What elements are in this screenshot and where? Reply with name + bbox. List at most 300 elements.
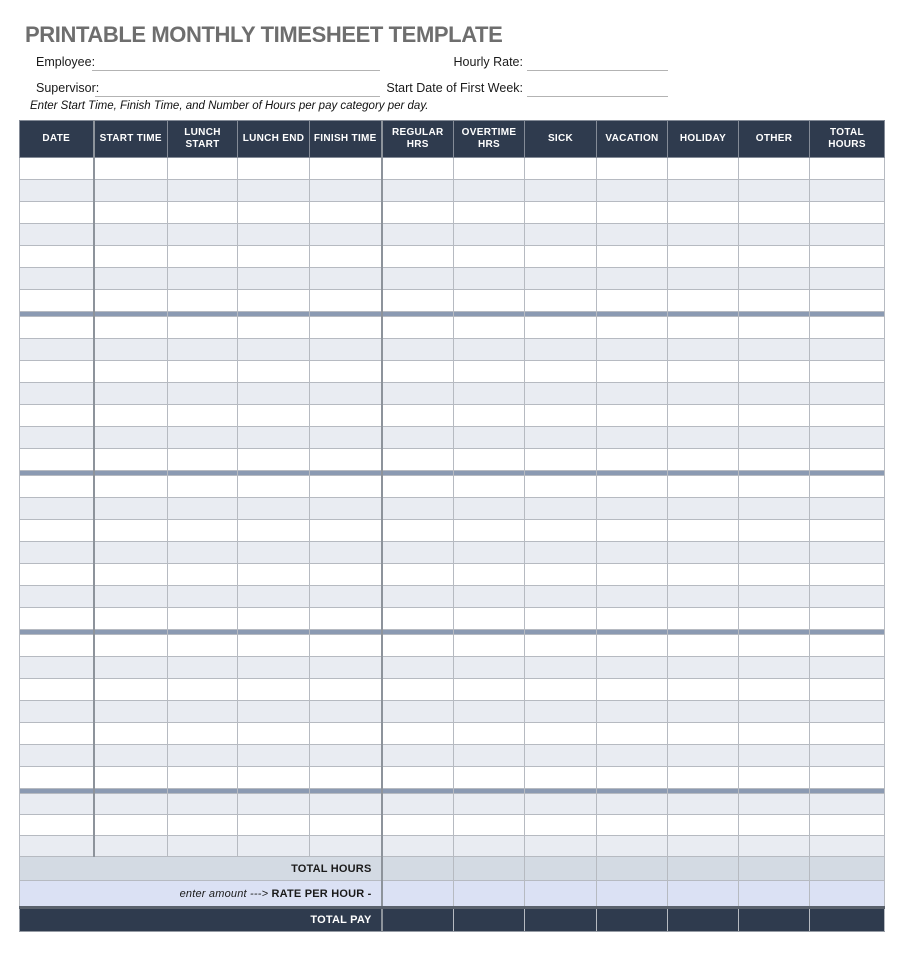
total-hours-cell[interactable]: [810, 857, 885, 881]
timesheet-cell[interactable]: [668, 317, 739, 339]
timesheet-cell[interactable]: [382, 679, 454, 701]
timesheet-cell[interactable]: [739, 767, 810, 789]
timesheet-cell[interactable]: [597, 679, 668, 701]
timesheet-cell[interactable]: [739, 449, 810, 471]
timesheet-cell[interactable]: [810, 608, 885, 630]
timesheet-cell[interactable]: [20, 635, 94, 657]
timesheet-cell[interactable]: [739, 608, 810, 630]
timesheet-cell[interactable]: [168, 767, 238, 789]
timesheet-cell[interactable]: [739, 498, 810, 520]
timesheet-cell[interactable]: [382, 723, 454, 745]
timesheet-cell[interactable]: [597, 608, 668, 630]
timesheet-cell[interactable]: [310, 476, 382, 498]
timesheet-cell[interactable]: [525, 701, 597, 723]
timesheet-cell[interactable]: [20, 701, 94, 723]
timesheet-cell[interactable]: [310, 202, 382, 224]
timesheet-cell[interactable]: [525, 180, 597, 202]
timesheet-cell[interactable]: [454, 586, 525, 608]
timesheet-cell[interactable]: [525, 520, 597, 542]
timesheet-cell[interactable]: [525, 836, 597, 857]
timesheet-cell[interactable]: [382, 794, 454, 815]
timesheet-cell[interactable]: [238, 361, 310, 383]
timesheet-cell[interactable]: [382, 815, 454, 836]
timesheet-cell[interactable]: [94, 224, 168, 246]
timesheet-cell[interactable]: [310, 701, 382, 723]
timesheet-cell[interactable]: [810, 679, 885, 701]
timesheet-cell[interactable]: [810, 476, 885, 498]
timesheet-cell[interactable]: [597, 449, 668, 471]
timesheet-cell[interactable]: [668, 202, 739, 224]
timesheet-cell[interactable]: [454, 701, 525, 723]
timesheet-cell[interactable]: [525, 317, 597, 339]
timesheet-cell[interactable]: [739, 542, 810, 564]
timesheet-cell[interactable]: [168, 836, 238, 857]
timesheet-cell[interactable]: [597, 657, 668, 679]
employee-input[interactable]: [92, 56, 380, 71]
timesheet-cell[interactable]: [668, 723, 739, 745]
timesheet-cell[interactable]: [810, 836, 885, 857]
timesheet-cell[interactable]: [525, 476, 597, 498]
timesheet-cell[interactable]: [454, 427, 525, 449]
timesheet-cell[interactable]: [94, 564, 168, 586]
total-pay-cell[interactable]: [597, 908, 668, 932]
timesheet-cell[interactable]: [94, 498, 168, 520]
timesheet-cell[interactable]: [310, 427, 382, 449]
timesheet-cell[interactable]: [238, 449, 310, 471]
timesheet-cell[interactable]: [168, 180, 238, 202]
timesheet-cell[interactable]: [454, 449, 525, 471]
timesheet-cell[interactable]: [238, 586, 310, 608]
timesheet-cell[interactable]: [668, 586, 739, 608]
timesheet-cell[interactable]: [525, 498, 597, 520]
total-hours-cell[interactable]: [597, 857, 668, 881]
timesheet-cell[interactable]: [597, 635, 668, 657]
timesheet-cell[interactable]: [668, 767, 739, 789]
timesheet-cell[interactable]: [94, 679, 168, 701]
timesheet-cell[interactable]: [238, 427, 310, 449]
timesheet-cell[interactable]: [20, 586, 94, 608]
timesheet-cell[interactable]: [168, 476, 238, 498]
timesheet-cell[interactable]: [525, 268, 597, 290]
timesheet-cell[interactable]: [382, 657, 454, 679]
timesheet-cell[interactable]: [739, 180, 810, 202]
timesheet-cell[interactable]: [94, 449, 168, 471]
timesheet-cell[interactable]: [310, 268, 382, 290]
timesheet-cell[interactable]: [168, 564, 238, 586]
timesheet-cell[interactable]: [310, 815, 382, 836]
timesheet-cell[interactable]: [454, 246, 525, 268]
timesheet-cell[interactable]: [94, 745, 168, 767]
timesheet-cell[interactable]: [168, 449, 238, 471]
timesheet-cell[interactable]: [168, 339, 238, 361]
timesheet-cell[interactable]: [810, 564, 885, 586]
timesheet-cell[interactable]: [525, 564, 597, 586]
timesheet-cell[interactable]: [20, 498, 94, 520]
timesheet-cell[interactable]: [94, 635, 168, 657]
timesheet-cell[interactable]: [382, 290, 454, 312]
timesheet-cell[interactable]: [20, 449, 94, 471]
total-hours-cell[interactable]: [454, 857, 525, 881]
timesheet-cell[interactable]: [668, 339, 739, 361]
timesheet-cell[interactable]: [238, 701, 310, 723]
timesheet-cell[interactable]: [597, 290, 668, 312]
timesheet-cell[interactable]: [454, 679, 525, 701]
timesheet-cell[interactable]: [454, 498, 525, 520]
timesheet-cell[interactable]: [668, 158, 739, 180]
timesheet-cell[interactable]: [20, 657, 94, 679]
timesheet-cell[interactable]: [810, 449, 885, 471]
timesheet-cell[interactable]: [739, 745, 810, 767]
timesheet-cell[interactable]: [525, 794, 597, 815]
timesheet-cell[interactable]: [454, 339, 525, 361]
timesheet-cell[interactable]: [597, 427, 668, 449]
timesheet-cell[interactable]: [810, 794, 885, 815]
timesheet-cell[interactable]: [94, 836, 168, 857]
timesheet-cell[interactable]: [238, 657, 310, 679]
timesheet-cell[interactable]: [739, 427, 810, 449]
timesheet-cell[interactable]: [739, 586, 810, 608]
timesheet-cell[interactable]: [739, 224, 810, 246]
timesheet-cell[interactable]: [310, 608, 382, 630]
timesheet-cell[interactable]: [310, 383, 382, 405]
timesheet-cell[interactable]: [20, 745, 94, 767]
timesheet-cell[interactable]: [382, 158, 454, 180]
timesheet-cell[interactable]: [382, 586, 454, 608]
timesheet-cell[interactable]: [810, 383, 885, 405]
timesheet-cell[interactable]: [238, 405, 310, 427]
timesheet-cell[interactable]: [238, 224, 310, 246]
timesheet-cell[interactable]: [454, 657, 525, 679]
timesheet-cell[interactable]: [739, 361, 810, 383]
timesheet-cell[interactable]: [168, 794, 238, 815]
timesheet-cell[interactable]: [94, 476, 168, 498]
timesheet-cell[interactable]: [310, 405, 382, 427]
timesheet-cell[interactable]: [668, 498, 739, 520]
timesheet-cell[interactable]: [168, 246, 238, 268]
timesheet-cell[interactable]: [597, 701, 668, 723]
timesheet-cell[interactable]: [168, 290, 238, 312]
timesheet-cell[interactable]: [810, 180, 885, 202]
timesheet-cell[interactable]: [94, 701, 168, 723]
timesheet-cell[interactable]: [525, 383, 597, 405]
rate-per-hour-cell[interactable]: [739, 881, 810, 908]
hourly-rate-input[interactable]: [527, 56, 668, 71]
timesheet-cell[interactable]: [238, 564, 310, 586]
timesheet-cell[interactable]: [739, 383, 810, 405]
timesheet-cell[interactable]: [454, 608, 525, 630]
timesheet-cell[interactable]: [382, 520, 454, 542]
timesheet-cell[interactable]: [238, 635, 310, 657]
timesheet-cell[interactable]: [94, 339, 168, 361]
timesheet-cell[interactable]: [810, 268, 885, 290]
timesheet-cell[interactable]: [454, 383, 525, 405]
timesheet-cell[interactable]: [525, 427, 597, 449]
timesheet-cell[interactable]: [525, 158, 597, 180]
timesheet-cell[interactable]: [454, 405, 525, 427]
total-pay-cell[interactable]: [525, 908, 597, 932]
timesheet-cell[interactable]: [668, 361, 739, 383]
timesheet-cell[interactable]: [310, 836, 382, 857]
timesheet-cell[interactable]: [238, 679, 310, 701]
timesheet-cell[interactable]: [668, 679, 739, 701]
timesheet-cell[interactable]: [238, 836, 310, 857]
timesheet-cell[interactable]: [238, 476, 310, 498]
timesheet-cell[interactable]: [20, 767, 94, 789]
timesheet-cell[interactable]: [739, 290, 810, 312]
timesheet-cell[interactable]: [810, 498, 885, 520]
timesheet-cell[interactable]: [525, 361, 597, 383]
timesheet-cell[interactable]: [310, 246, 382, 268]
timesheet-cell[interactable]: [168, 202, 238, 224]
timesheet-cell[interactable]: [94, 405, 168, 427]
total-hours-cell[interactable]: [668, 857, 739, 881]
rate-per-hour-cell[interactable]: [382, 881, 454, 908]
timesheet-cell[interactable]: [454, 767, 525, 789]
timesheet-cell[interactable]: [454, 794, 525, 815]
timesheet-cell[interactable]: [525, 339, 597, 361]
timesheet-cell[interactable]: [739, 701, 810, 723]
timesheet-cell[interactable]: [168, 542, 238, 564]
timesheet-cell[interactable]: [310, 498, 382, 520]
timesheet-cell[interactable]: [238, 383, 310, 405]
timesheet-cell[interactable]: [20, 520, 94, 542]
timesheet-cell[interactable]: [382, 268, 454, 290]
timesheet-cell[interactable]: [597, 268, 668, 290]
timesheet-cell[interactable]: [382, 383, 454, 405]
timesheet-cell[interactable]: [525, 635, 597, 657]
total-hours-cell[interactable]: [739, 857, 810, 881]
timesheet-cell[interactable]: [668, 224, 739, 246]
timesheet-cell[interactable]: [668, 427, 739, 449]
timesheet-cell[interactable]: [668, 520, 739, 542]
timesheet-cell[interactable]: [810, 290, 885, 312]
timesheet-cell[interactable]: [310, 679, 382, 701]
timesheet-cell[interactable]: [454, 180, 525, 202]
timesheet-cell[interactable]: [20, 383, 94, 405]
timesheet-cell[interactable]: [382, 476, 454, 498]
timesheet-cell[interactable]: [597, 317, 668, 339]
timesheet-cell[interactable]: [668, 836, 739, 857]
timesheet-cell[interactable]: [94, 268, 168, 290]
timesheet-cell[interactable]: [810, 815, 885, 836]
timesheet-cell[interactable]: [739, 202, 810, 224]
timesheet-cell[interactable]: [597, 586, 668, 608]
timesheet-cell[interactable]: [310, 290, 382, 312]
timesheet-cell[interactable]: [597, 794, 668, 815]
rate-per-hour-cell[interactable]: [525, 881, 597, 908]
timesheet-cell[interactable]: [668, 635, 739, 657]
timesheet-cell[interactable]: [810, 158, 885, 180]
timesheet-cell[interactable]: [20, 361, 94, 383]
timesheet-cell[interactable]: [94, 723, 168, 745]
timesheet-cell[interactable]: [238, 815, 310, 836]
timesheet-cell[interactable]: [739, 836, 810, 857]
timesheet-cell[interactable]: [310, 657, 382, 679]
rate-per-hour-cell[interactable]: [668, 881, 739, 908]
timesheet-cell[interactable]: [597, 723, 668, 745]
timesheet-cell[interactable]: [810, 202, 885, 224]
timesheet-cell[interactable]: [668, 180, 739, 202]
timesheet-cell[interactable]: [168, 657, 238, 679]
timesheet-cell[interactable]: [810, 361, 885, 383]
timesheet-cell[interactable]: [20, 427, 94, 449]
timesheet-cell[interactable]: [20, 476, 94, 498]
timesheet-cell[interactable]: [20, 224, 94, 246]
timesheet-cell[interactable]: [597, 520, 668, 542]
timesheet-cell[interactable]: [168, 586, 238, 608]
timesheet-cell[interactable]: [310, 635, 382, 657]
timesheet-cell[interactable]: [310, 317, 382, 339]
timesheet-cell[interactable]: [94, 317, 168, 339]
timesheet-cell[interactable]: [454, 202, 525, 224]
timesheet-cell[interactable]: [382, 564, 454, 586]
timesheet-cell[interactable]: [238, 290, 310, 312]
timesheet-cell[interactable]: [310, 224, 382, 246]
timesheet-cell[interactable]: [525, 246, 597, 268]
timesheet-cell[interactable]: [597, 542, 668, 564]
timesheet-cell[interactable]: [525, 745, 597, 767]
timesheet-cell[interactable]: [525, 405, 597, 427]
timesheet-cell[interactable]: [525, 608, 597, 630]
timesheet-cell[interactable]: [454, 723, 525, 745]
timesheet-cell[interactable]: [382, 635, 454, 657]
timesheet-cell[interactable]: [20, 608, 94, 630]
timesheet-cell[interactable]: [20, 268, 94, 290]
timesheet-cell[interactable]: [238, 202, 310, 224]
timesheet-cell[interactable]: [810, 405, 885, 427]
timesheet-cell[interactable]: [94, 794, 168, 815]
timesheet-cell[interactable]: [20, 815, 94, 836]
timesheet-cell[interactable]: [94, 202, 168, 224]
timesheet-cell[interactable]: [668, 476, 739, 498]
timesheet-cell[interactable]: [668, 608, 739, 630]
timesheet-cell[interactable]: [168, 815, 238, 836]
timesheet-cell[interactable]: [454, 268, 525, 290]
timesheet-cell[interactable]: [310, 745, 382, 767]
timesheet-cell[interactable]: [454, 520, 525, 542]
timesheet-cell[interactable]: [382, 701, 454, 723]
timesheet-cell[interactable]: [20, 339, 94, 361]
total-pay-cell[interactable]: [810, 908, 885, 932]
timesheet-cell[interactable]: [310, 564, 382, 586]
timesheet-cell[interactable]: [20, 202, 94, 224]
timesheet-cell[interactable]: [454, 476, 525, 498]
timesheet-cell[interactable]: [238, 723, 310, 745]
timesheet-cell[interactable]: [810, 723, 885, 745]
timesheet-cell[interactable]: [382, 745, 454, 767]
timesheet-cell[interactable]: [597, 745, 668, 767]
timesheet-cell[interactable]: [382, 767, 454, 789]
timesheet-cell[interactable]: [739, 723, 810, 745]
timesheet-cell[interactable]: [454, 635, 525, 657]
timesheet-cell[interactable]: [739, 815, 810, 836]
timesheet-cell[interactable]: [597, 405, 668, 427]
timesheet-cell[interactable]: [454, 836, 525, 857]
timesheet-cell[interactable]: [739, 317, 810, 339]
timesheet-cell[interactable]: [310, 520, 382, 542]
rate-per-hour-cell[interactable]: [597, 881, 668, 908]
timesheet-cell[interactable]: [739, 268, 810, 290]
timesheet-cell[interactable]: [94, 383, 168, 405]
timesheet-cell[interactable]: [168, 701, 238, 723]
timesheet-cell[interactable]: [20, 317, 94, 339]
timesheet-cell[interactable]: [238, 246, 310, 268]
timesheet-cell[interactable]: [454, 317, 525, 339]
timesheet-cell[interactable]: [525, 657, 597, 679]
timesheet-cell[interactable]: [382, 608, 454, 630]
timesheet-cell[interactable]: [94, 427, 168, 449]
timesheet-cell[interactable]: [382, 224, 454, 246]
timesheet-cell[interactable]: [525, 679, 597, 701]
timesheet-cell[interactable]: [810, 520, 885, 542]
timesheet-cell[interactable]: [94, 158, 168, 180]
timesheet-cell[interactable]: [20, 679, 94, 701]
timesheet-cell[interactable]: [238, 339, 310, 361]
timesheet-cell[interactable]: [238, 498, 310, 520]
timesheet-cell[interactable]: [668, 405, 739, 427]
timesheet-cell[interactable]: [168, 498, 238, 520]
timesheet-cell[interactable]: [310, 794, 382, 815]
timesheet-cell[interactable]: [739, 657, 810, 679]
timesheet-cell[interactable]: [810, 339, 885, 361]
timesheet-cell[interactable]: [168, 317, 238, 339]
timesheet-cell[interactable]: [454, 290, 525, 312]
timesheet-cell[interactable]: [310, 361, 382, 383]
timesheet-cell[interactable]: [454, 224, 525, 246]
timesheet-cell[interactable]: [238, 520, 310, 542]
timesheet-cell[interactable]: [668, 794, 739, 815]
timesheet-cell[interactable]: [525, 542, 597, 564]
timesheet-cell[interactable]: [525, 224, 597, 246]
timesheet-cell[interactable]: [454, 158, 525, 180]
timesheet-cell[interactable]: [739, 339, 810, 361]
timesheet-cell[interactable]: [668, 815, 739, 836]
timesheet-cell[interactable]: [810, 542, 885, 564]
timesheet-cell[interactable]: [454, 542, 525, 564]
timesheet-cell[interactable]: [94, 290, 168, 312]
timesheet-cell[interactable]: [810, 767, 885, 789]
timesheet-cell[interactable]: [20, 405, 94, 427]
timesheet-cell[interactable]: [668, 657, 739, 679]
timesheet-cell[interactable]: [94, 361, 168, 383]
timesheet-cell[interactable]: [810, 745, 885, 767]
start-date-input[interactable]: [527, 82, 668, 97]
timesheet-cell[interactable]: [668, 701, 739, 723]
timesheet-cell[interactable]: [20, 246, 94, 268]
timesheet-cell[interactable]: [94, 542, 168, 564]
timesheet-cell[interactable]: [382, 246, 454, 268]
timesheet-cell[interactable]: [94, 815, 168, 836]
timesheet-cell[interactable]: [94, 586, 168, 608]
timesheet-cell[interactable]: [597, 202, 668, 224]
timesheet-cell[interactable]: [597, 564, 668, 586]
timesheet-cell[interactable]: [810, 586, 885, 608]
timesheet-cell[interactable]: [238, 317, 310, 339]
timesheet-cell[interactable]: [168, 608, 238, 630]
timesheet-cell[interactable]: [168, 520, 238, 542]
timesheet-cell[interactable]: [739, 158, 810, 180]
timesheet-cell[interactable]: [94, 767, 168, 789]
timesheet-cell[interactable]: [739, 794, 810, 815]
timesheet-cell[interactable]: [597, 158, 668, 180]
timesheet-cell[interactable]: [168, 383, 238, 405]
timesheet-cell[interactable]: [597, 224, 668, 246]
timesheet-cell[interactable]: [238, 158, 310, 180]
timesheet-cell[interactable]: [310, 158, 382, 180]
timesheet-cell[interactable]: [810, 317, 885, 339]
timesheet-cell[interactable]: [20, 542, 94, 564]
timesheet-cell[interactable]: [94, 657, 168, 679]
